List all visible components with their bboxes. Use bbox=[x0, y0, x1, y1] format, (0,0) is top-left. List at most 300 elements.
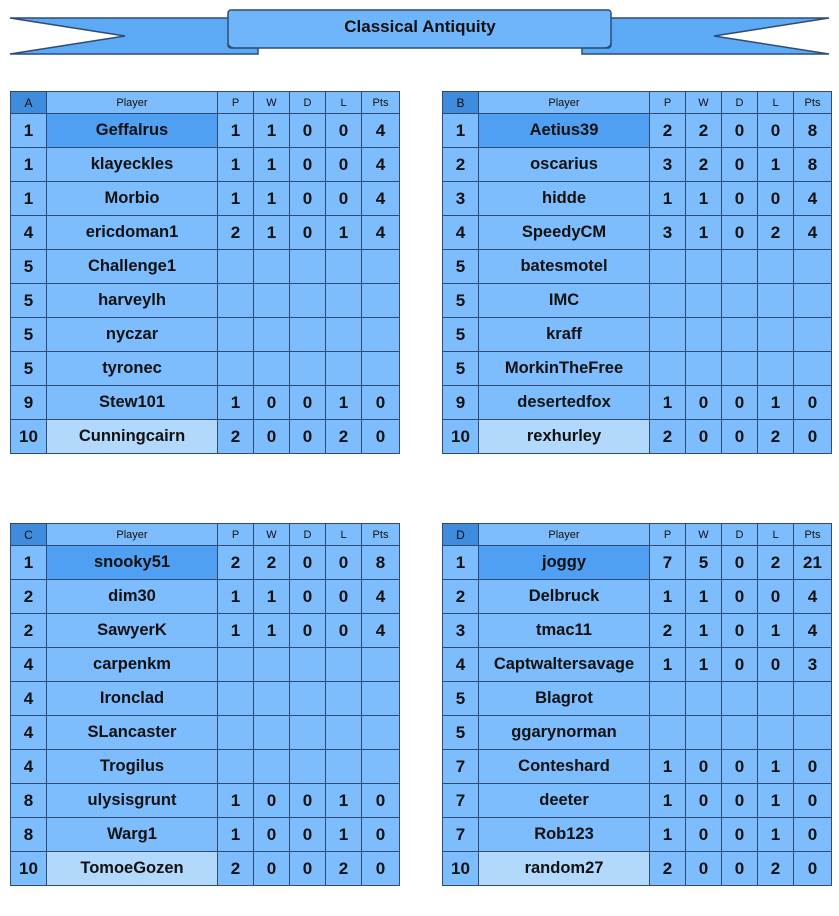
lost-cell: 2 bbox=[758, 216, 794, 250]
points-cell bbox=[794, 284, 832, 318]
rank-cell: 5 bbox=[11, 352, 47, 386]
won-cell bbox=[254, 284, 290, 318]
player-name: Cunningcairn bbox=[47, 420, 218, 454]
played-cell: 1 bbox=[218, 182, 254, 216]
table-row bbox=[443, 250, 832, 284]
won-cell bbox=[686, 318, 722, 352]
drawn-cell: 0 bbox=[290, 216, 326, 250]
drawn-cell: 0 bbox=[290, 386, 326, 420]
lost-cell bbox=[758, 318, 794, 352]
table-row bbox=[11, 784, 400, 818]
table-row bbox=[11, 682, 400, 716]
lost-cell: 0 bbox=[326, 546, 362, 580]
points-cell: 4 bbox=[362, 216, 400, 250]
points-cell: 8 bbox=[794, 114, 832, 148]
won-cell: 1 bbox=[254, 216, 290, 250]
table-row bbox=[11, 216, 400, 250]
player-name: ericdoman1 bbox=[47, 216, 218, 250]
lost-column-header: L bbox=[326, 524, 362, 546]
lost-cell: 0 bbox=[758, 114, 794, 148]
player-name: ulysisgrunt bbox=[47, 784, 218, 818]
player-name: hidde bbox=[479, 182, 650, 216]
player-name: Delbruck bbox=[479, 580, 650, 614]
points-column-header: Pts bbox=[794, 524, 832, 546]
drawn-cell bbox=[290, 352, 326, 386]
page-title: Classical Antiquity bbox=[344, 17, 496, 36]
drawn-cell: 0 bbox=[290, 580, 326, 614]
played-column-header: P bbox=[650, 92, 686, 114]
points-cell: 0 bbox=[794, 852, 832, 886]
lost-cell bbox=[326, 648, 362, 682]
rank-cell: 3 bbox=[443, 182, 479, 216]
drawn-cell bbox=[290, 250, 326, 284]
played-cell: 1 bbox=[218, 784, 254, 818]
rank-cell: 1 bbox=[11, 114, 47, 148]
drawn-cell: 0 bbox=[722, 216, 758, 250]
player-column-header: Player bbox=[479, 92, 650, 114]
rank-cell: 4 bbox=[11, 750, 47, 784]
header-row bbox=[11, 92, 400, 114]
player-name: Rob123 bbox=[479, 818, 650, 852]
table-row bbox=[11, 182, 400, 216]
table-row bbox=[11, 614, 400, 648]
lost-cell: 1 bbox=[326, 818, 362, 852]
rank-cell: 9 bbox=[11, 386, 47, 420]
lost-cell bbox=[758, 284, 794, 318]
won-cell bbox=[254, 648, 290, 682]
played-cell: 1 bbox=[650, 580, 686, 614]
lost-cell: 1 bbox=[326, 216, 362, 250]
points-cell: 0 bbox=[794, 750, 832, 784]
won-cell: 1 bbox=[254, 580, 290, 614]
won-cell: 0 bbox=[686, 784, 722, 818]
drawn-cell bbox=[722, 682, 758, 716]
table-row bbox=[443, 420, 832, 454]
points-cell: 8 bbox=[362, 546, 400, 580]
played-cell: 1 bbox=[650, 648, 686, 682]
points-cell bbox=[362, 318, 400, 352]
played-cell bbox=[218, 284, 254, 318]
played-cell: 1 bbox=[218, 614, 254, 648]
drawn-cell bbox=[722, 352, 758, 386]
table-row bbox=[443, 182, 832, 216]
drawn-cell bbox=[290, 648, 326, 682]
won-cell: 1 bbox=[686, 216, 722, 250]
rank-cell: 1 bbox=[443, 546, 479, 580]
played-cell bbox=[650, 284, 686, 318]
player-name: carpenkm bbox=[47, 648, 218, 682]
lost-column-header: L bbox=[758, 92, 794, 114]
rank-cell: 5 bbox=[443, 284, 479, 318]
won-cell: 2 bbox=[686, 148, 722, 182]
lost-cell: 2 bbox=[326, 852, 362, 886]
drawn-cell: 0 bbox=[722, 614, 758, 648]
lost-cell: 1 bbox=[758, 750, 794, 784]
rank-cell: 7 bbox=[443, 750, 479, 784]
player-name: oscarius bbox=[479, 148, 650, 182]
table-row bbox=[443, 750, 832, 784]
points-column-header: Pts bbox=[362, 524, 400, 546]
group-label: A bbox=[11, 92, 47, 114]
drawn-cell: 0 bbox=[290, 148, 326, 182]
points-cell: 4 bbox=[362, 580, 400, 614]
player-name: Trogilus bbox=[47, 750, 218, 784]
won-cell: 1 bbox=[686, 648, 722, 682]
player-name: desertedfox bbox=[479, 386, 650, 420]
player-name: MorkinTheFree bbox=[479, 352, 650, 386]
points-cell bbox=[362, 250, 400, 284]
player-name: deeter bbox=[479, 784, 650, 818]
drawn-cell: 0 bbox=[722, 750, 758, 784]
rank-cell: 2 bbox=[443, 148, 479, 182]
rank-cell: 9 bbox=[443, 386, 479, 420]
won-cell bbox=[254, 352, 290, 386]
points-cell: 0 bbox=[794, 818, 832, 852]
rank-cell: 4 bbox=[11, 716, 47, 750]
drawn-column-header: D bbox=[290, 524, 326, 546]
drawn-cell: 0 bbox=[722, 386, 758, 420]
drawn-column-header: D bbox=[722, 92, 758, 114]
rank-cell: 4 bbox=[443, 216, 479, 250]
points-cell: 4 bbox=[794, 614, 832, 648]
won-cell bbox=[686, 716, 722, 750]
drawn-cell: 0 bbox=[290, 546, 326, 580]
played-cell: 1 bbox=[650, 750, 686, 784]
table-row bbox=[443, 148, 832, 182]
player-name: harveylh bbox=[47, 284, 218, 318]
lost-cell: 1 bbox=[758, 386, 794, 420]
drawn-cell: 0 bbox=[290, 614, 326, 648]
player-name: Morbio bbox=[47, 182, 218, 216]
points-cell: 4 bbox=[362, 614, 400, 648]
points-cell: 0 bbox=[362, 852, 400, 886]
drawn-cell: 0 bbox=[290, 784, 326, 818]
table-row bbox=[11, 318, 400, 352]
player-name: random27 bbox=[479, 852, 650, 886]
played-cell: 1 bbox=[218, 148, 254, 182]
player-column-header: Player bbox=[47, 92, 218, 114]
rank-cell: 7 bbox=[443, 784, 479, 818]
header-row bbox=[11, 524, 400, 546]
table-row bbox=[11, 546, 400, 580]
lost-cell bbox=[758, 352, 794, 386]
played-cell bbox=[218, 750, 254, 784]
points-cell bbox=[362, 284, 400, 318]
lost-cell: 2 bbox=[326, 420, 362, 454]
drawn-cell bbox=[722, 284, 758, 318]
won-cell: 1 bbox=[254, 148, 290, 182]
won-cell: 1 bbox=[254, 114, 290, 148]
table-row bbox=[11, 716, 400, 750]
drawn-cell bbox=[722, 716, 758, 750]
lost-cell: 0 bbox=[326, 114, 362, 148]
drawn-cell: 0 bbox=[722, 784, 758, 818]
played-cell bbox=[650, 250, 686, 284]
won-cell: 5 bbox=[686, 546, 722, 580]
lost-cell: 2 bbox=[758, 420, 794, 454]
played-cell: 2 bbox=[650, 614, 686, 648]
table-row bbox=[11, 818, 400, 852]
table-row bbox=[443, 648, 832, 682]
lost-cell: 1 bbox=[758, 818, 794, 852]
played-cell: 1 bbox=[218, 386, 254, 420]
player-name: batesmotel bbox=[479, 250, 650, 284]
player-name: Challenge1 bbox=[47, 250, 218, 284]
player-column-header: Player bbox=[479, 524, 650, 546]
points-cell bbox=[362, 750, 400, 784]
player-name: IMC bbox=[479, 284, 650, 318]
group-c-table bbox=[10, 523, 400, 886]
drawn-cell: 0 bbox=[722, 546, 758, 580]
table-row bbox=[11, 114, 400, 148]
points-cell: 4 bbox=[362, 114, 400, 148]
drawn-cell: 0 bbox=[722, 818, 758, 852]
won-cell bbox=[254, 318, 290, 352]
table-row bbox=[443, 114, 832, 148]
drawn-column-header: D bbox=[290, 92, 326, 114]
won-cell: 1 bbox=[686, 580, 722, 614]
points-cell: 0 bbox=[794, 784, 832, 818]
lost-cell: 2 bbox=[758, 546, 794, 580]
rank-cell: 4 bbox=[11, 648, 47, 682]
points-cell bbox=[362, 682, 400, 716]
points-cell bbox=[362, 716, 400, 750]
points-cell bbox=[794, 716, 832, 750]
lost-cell: 1 bbox=[326, 386, 362, 420]
drawn-cell bbox=[290, 716, 326, 750]
player-name: TomoeGozen bbox=[47, 852, 218, 886]
player-name: SLancaster bbox=[47, 716, 218, 750]
drawn-cell: 0 bbox=[722, 648, 758, 682]
won-cell bbox=[254, 716, 290, 750]
player-name: Geffalrus bbox=[47, 114, 218, 148]
won-cell: 0 bbox=[686, 386, 722, 420]
table-row bbox=[11, 148, 400, 182]
table-row bbox=[443, 318, 832, 352]
table-row bbox=[11, 852, 400, 886]
table-row bbox=[443, 784, 832, 818]
won-column-header: W bbox=[686, 92, 722, 114]
table-row bbox=[11, 420, 400, 454]
won-cell bbox=[686, 682, 722, 716]
played-column-header: P bbox=[650, 524, 686, 546]
table-row bbox=[11, 386, 400, 420]
table-row bbox=[443, 546, 832, 580]
won-column-header: W bbox=[254, 524, 290, 546]
player-column-header: Player bbox=[47, 524, 218, 546]
lost-cell: 1 bbox=[758, 614, 794, 648]
played-cell: 2 bbox=[218, 420, 254, 454]
played-cell: 2 bbox=[650, 852, 686, 886]
lost-column-header: L bbox=[326, 92, 362, 114]
lost-cell bbox=[326, 284, 362, 318]
lost-cell: 1 bbox=[758, 784, 794, 818]
rank-cell: 4 bbox=[11, 682, 47, 716]
drawn-cell bbox=[290, 682, 326, 716]
lost-cell: 0 bbox=[326, 148, 362, 182]
table-row bbox=[443, 716, 832, 750]
rank-cell: 5 bbox=[11, 284, 47, 318]
group-label: D bbox=[443, 524, 479, 546]
points-cell: 3 bbox=[794, 648, 832, 682]
player-name: nyczar bbox=[47, 318, 218, 352]
played-column-header: P bbox=[218, 524, 254, 546]
points-cell bbox=[794, 250, 832, 284]
table-row bbox=[443, 216, 832, 250]
player-name: klayeckles bbox=[47, 148, 218, 182]
played-cell bbox=[650, 682, 686, 716]
points-cell bbox=[794, 682, 832, 716]
player-name: Stew101 bbox=[47, 386, 218, 420]
won-column-header: W bbox=[686, 524, 722, 546]
player-name: joggy bbox=[479, 546, 650, 580]
won-cell: 1 bbox=[686, 182, 722, 216]
drawn-column-header: D bbox=[722, 524, 758, 546]
player-name: ggarynorman bbox=[479, 716, 650, 750]
rank-cell: 1 bbox=[11, 148, 47, 182]
points-cell bbox=[794, 318, 832, 352]
lost-cell: 0 bbox=[758, 580, 794, 614]
won-cell: 0 bbox=[686, 852, 722, 886]
player-name: Conteshard bbox=[479, 750, 650, 784]
drawn-cell bbox=[290, 318, 326, 352]
player-name: Blagrot bbox=[479, 682, 650, 716]
won-cell: 0 bbox=[254, 386, 290, 420]
won-cell: 1 bbox=[254, 182, 290, 216]
played-cell: 1 bbox=[650, 784, 686, 818]
lost-cell bbox=[758, 716, 794, 750]
played-cell: 2 bbox=[218, 216, 254, 250]
rank-cell: 2 bbox=[11, 614, 47, 648]
lost-cell bbox=[326, 750, 362, 784]
played-cell bbox=[650, 352, 686, 386]
played-cell: 2 bbox=[650, 114, 686, 148]
rank-cell: 5 bbox=[11, 318, 47, 352]
player-name: Ironclad bbox=[47, 682, 218, 716]
table-row bbox=[11, 580, 400, 614]
drawn-cell: 0 bbox=[290, 182, 326, 216]
lost-cell: 2 bbox=[758, 852, 794, 886]
drawn-cell: 0 bbox=[722, 114, 758, 148]
points-cell: 0 bbox=[362, 818, 400, 852]
played-cell: 2 bbox=[650, 420, 686, 454]
table-row bbox=[443, 386, 832, 420]
group-label: B bbox=[443, 92, 479, 114]
player-name: tyronec bbox=[47, 352, 218, 386]
won-cell: 0 bbox=[254, 420, 290, 454]
points-cell: 0 bbox=[794, 386, 832, 420]
played-cell bbox=[218, 648, 254, 682]
drawn-cell: 0 bbox=[290, 420, 326, 454]
played-cell bbox=[650, 716, 686, 750]
rank-cell: 7 bbox=[443, 818, 479, 852]
won-cell: 0 bbox=[254, 784, 290, 818]
table-row bbox=[443, 682, 832, 716]
rank-cell: 5 bbox=[443, 250, 479, 284]
drawn-cell: 0 bbox=[722, 580, 758, 614]
table-row bbox=[443, 580, 832, 614]
rank-cell: 5 bbox=[11, 250, 47, 284]
lost-cell: 0 bbox=[758, 182, 794, 216]
drawn-cell: 0 bbox=[722, 420, 758, 454]
group-b-table bbox=[442, 91, 832, 454]
won-cell: 0 bbox=[254, 852, 290, 886]
points-cell bbox=[794, 352, 832, 386]
won-cell bbox=[686, 250, 722, 284]
drawn-cell bbox=[290, 284, 326, 318]
drawn-cell: 0 bbox=[290, 114, 326, 148]
won-cell bbox=[254, 750, 290, 784]
played-cell: 1 bbox=[650, 818, 686, 852]
points-cell: 4 bbox=[794, 580, 832, 614]
won-cell bbox=[254, 682, 290, 716]
rank-cell: 4 bbox=[443, 648, 479, 682]
drawn-cell: 0 bbox=[722, 182, 758, 216]
lost-cell: 0 bbox=[326, 580, 362, 614]
player-name: SpeedyCM bbox=[479, 216, 650, 250]
points-column-header: Pts bbox=[362, 92, 400, 114]
drawn-cell bbox=[290, 750, 326, 784]
played-cell: 1 bbox=[218, 580, 254, 614]
played-cell: 1 bbox=[650, 386, 686, 420]
won-cell: 0 bbox=[254, 818, 290, 852]
points-cell: 4 bbox=[794, 182, 832, 216]
rank-cell: 1 bbox=[443, 114, 479, 148]
lost-cell bbox=[758, 682, 794, 716]
points-cell: 21 bbox=[794, 546, 832, 580]
played-cell: 1 bbox=[218, 818, 254, 852]
player-name: tmac11 bbox=[479, 614, 650, 648]
won-cell: 0 bbox=[686, 818, 722, 852]
lost-cell bbox=[326, 352, 362, 386]
drawn-cell: 0 bbox=[290, 818, 326, 852]
table-row bbox=[443, 818, 832, 852]
played-cell: 3 bbox=[650, 148, 686, 182]
drawn-cell: 0 bbox=[722, 852, 758, 886]
drawn-cell: 0 bbox=[722, 148, 758, 182]
won-cell: 0 bbox=[686, 420, 722, 454]
points-cell: 4 bbox=[362, 182, 400, 216]
played-cell bbox=[218, 352, 254, 386]
player-name: Aetius39 bbox=[479, 114, 650, 148]
played-cell bbox=[218, 716, 254, 750]
lost-cell bbox=[326, 250, 362, 284]
won-cell: 2 bbox=[686, 114, 722, 148]
won-cell: 2 bbox=[254, 546, 290, 580]
points-cell bbox=[362, 352, 400, 386]
won-cell: 1 bbox=[254, 614, 290, 648]
table-row bbox=[11, 250, 400, 284]
rank-cell: 2 bbox=[11, 580, 47, 614]
table-row bbox=[443, 352, 832, 386]
won-cell: 0 bbox=[686, 750, 722, 784]
won-column-header: W bbox=[254, 92, 290, 114]
rank-cell: 4 bbox=[11, 216, 47, 250]
rank-cell: 10 bbox=[11, 852, 47, 886]
banner-right-ribbon bbox=[582, 18, 829, 54]
points-cell bbox=[362, 648, 400, 682]
played-cell: 3 bbox=[650, 216, 686, 250]
drawn-cell bbox=[722, 250, 758, 284]
played-cell bbox=[218, 318, 254, 352]
rank-cell: 1 bbox=[11, 546, 47, 580]
points-cell: 8 bbox=[794, 148, 832, 182]
header-row bbox=[443, 92, 832, 114]
won-cell: 1 bbox=[686, 614, 722, 648]
played-cell bbox=[218, 682, 254, 716]
lost-cell: 0 bbox=[758, 648, 794, 682]
rank-cell: 1 bbox=[11, 182, 47, 216]
